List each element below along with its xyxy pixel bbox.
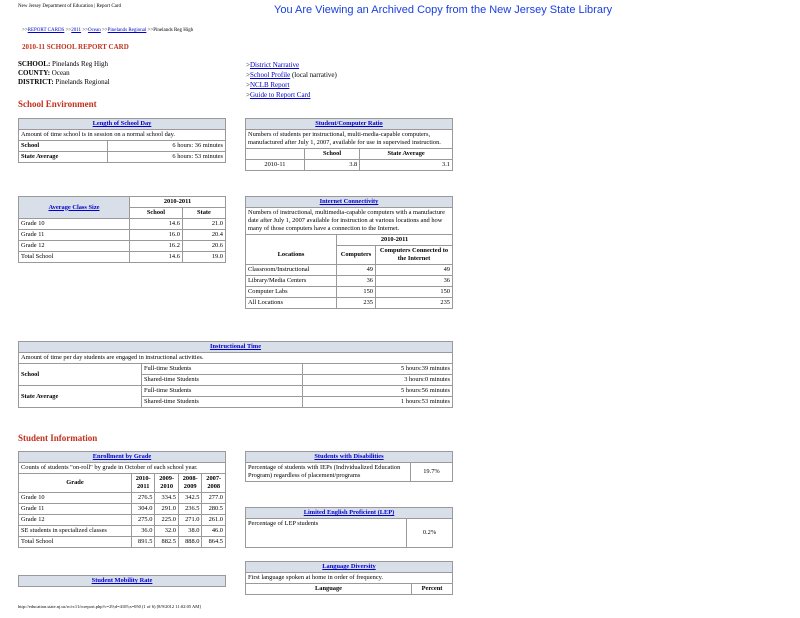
length-of-school-day-description: Amount of time school is in session on a normal school day. [19,130,226,141]
internet-connectivity-link[interactable]: Internet Connectivity [319,198,379,205]
average-class-size-link[interactable]: Average Class Size [48,203,100,211]
student-mobility-link[interactable]: Student Mobility Rate [91,577,153,584]
internet-connectivity-description: Numbers of instructional, multimedia-capable computers with a manufacture date after July 1, 2007 available for instruction at various locations and how many of those computers have a connection to the Internet. [246,208,453,235]
page-footer-url: http://education.state.nj.us/rc/rc11/rcreport.php?c=29;d=4105;s=050 (1 of 6) [8/9/2012 11:02:05 AM] [18,604,201,609]
enrollment-description: Counts of students "on-roll" by grade in October of each school year. [19,463,226,474]
length-of-school-day-link[interactable]: Length of School Day [92,120,152,127]
breadcrumb-district[interactable]: Pinelands Regional [107,28,147,33]
students-with-disabilities-link[interactable]: Students with Disabilities [314,453,384,460]
table-row: Computer Labs 150 150 [246,287,453,298]
link-district-narrative: >District Narrative [246,61,300,69]
internet-connectivity-table: Internet Connectivity Numbers of instructional, multimedia-capable computers with a manufacture date after July 1, 2007 available for instruction at various locations and how many of those computers have a connection to the Internet. 2010-2011 Locations Computers Computers Connected to the Internet Classroom/Instructional 49 49 Library/Media Centers 36 36 Computer Labs 150 150 All Locations 235 235 [245,196,453,309]
instructional-time-table [18,341,453,408]
link-guide: >Guide to Report Card [246,91,311,99]
school-info [18,60,110,87]
instructional-time-description: Amount of time per day students are engaged in instructional activities. [19,353,453,364]
table-row: Grade 10 14.6 21.0 [19,219,226,230]
school-value: Pinelands Reg High [52,60,109,68]
table-row: Percentage of students with IEPs (Individualized Education Program) regardless of placement/programs 19.7% [246,463,453,482]
table-row: State Average Full-time Students 5 hours:56 minutes [19,386,453,397]
county-value: Ocean [51,69,70,77]
enrollment-by-grade-table: Enrollment by Grade Counts of students "on-roll" by grade in October of each school year. Grade 2010-2011 2009-2010 2008-2009 2007-2008 Grade 10 276.5 334.5 342.5 277.0 Grade 11 304.0 291.0 236.5 280.5 Grade 12 275.0 225.0 271.0 261.0 SE students in specialized classes 36.0 32.0 38.0 46.0 Total School 891.5 882.5 888.0 864.5 [18,451,226,548]
district-narrative-link[interactable]: District Narrative [249,61,300,69]
district-label: DISTRICT: [18,78,54,86]
guide-link[interactable]: Guide to Report Card [249,91,311,99]
report-links [246,60,337,100]
breadcrumb-county[interactable]: Ocean [87,28,101,33]
student-computer-ratio-link[interactable]: Student/Computer Ratio [315,120,383,127]
link-nclb-report: >NCLB Report [246,81,290,89]
instructional-time-link[interactable]: Instructional Time [209,343,262,350]
lep-link[interactable]: Limited English Proficient (LEP) [303,509,395,516]
table-row: Library/Media Centers 36 36 [246,276,453,287]
language-diversity-link[interactable]: Language Diversity [322,563,376,570]
table-row: SE students in specialized classes 36.0 32.0 38.0 46.0 [19,526,226,537]
school-profile-link[interactable]: School Profile [249,71,291,79]
breadcrumb-year[interactable]: 2011 [71,28,82,33]
page-header-title: New Jersey Department of Education | Report Card [18,4,122,9]
students-with-disabilities-table [245,451,453,482]
section-student-information: Student Information [18,433,98,443]
table-row: Grade 12 275.0 225.0 271.0 261.0 [19,515,226,526]
enrollment-by-grade-link[interactable]: Enrollment by Grade [92,453,152,460]
length-of-school-day-table [18,118,226,163]
lep-table [245,507,453,548]
student-computer-ratio-table: Student/Computer Ratio Numbers of students per instructional, multi-media-capable computers, manufactured after July 1, 2007, available for use in supervised instruction. School State Average 2010-11 3.8 3.1 [245,118,453,171]
table-row: Percentage of LEP students 0.2% [246,519,453,548]
table-row: Classroom/Instructional 49 49 [246,265,453,276]
school-label: SCHOOL: [18,60,51,68]
district-value: Pinelands Regional [55,78,110,86]
table-row: School 6 hours: 36 minutes [19,141,226,152]
report-card-title: 2010-11 SCHOOL REPORT CARD [22,43,129,51]
table-row: All Locations 235 235 [246,298,453,309]
table-row: School Full-time Students 5 hours:39 minutes [19,364,453,375]
link-school-profile: >School Profile (local narrative) [246,71,337,79]
archive-notice: You Are Viewing an Archived Copy from the New Jersey State Library [274,4,613,16]
county-label: COUNTY: [18,69,51,77]
table-row: Grade 10 276.5 334.5 342.5 277.0 [19,493,226,504]
language-diversity-table: Language Diversity First language spoken at home in order of frequency. Language Percent [245,561,453,595]
table-row: Grade 11 304.0 291.0 236.5 280.5 [19,504,226,515]
breadcrumb-current: Pinelands Reg High [153,28,194,33]
breadcrumb-report-cards[interactable]: REPORT CARDS [27,28,65,33]
language-diversity-description: First language spoken at home in order of frequency. [246,573,453,584]
student-computer-ratio-description: Numbers of students per instructional, multi-media-capable computers, manufactured after July 1, 2007, available for use in supervised instruction. [246,130,453,149]
nclb-report-link[interactable]: NCLB Report [249,81,290,89]
table-row: State Average 6 hours: 53 minutes [19,152,226,163]
table-row: Shared-time Students 1 hours:53 minutes [19,397,453,408]
table-row: Shared-time Students 3 hours:0 minutes [19,375,453,386]
table-row: 2010-11 3.8 3.1 [246,160,453,171]
table-row: Grade 11 16.0 20.4 [19,230,226,241]
section-school-environment: School Environment [18,99,97,109]
breadcrumb: >>REPORT CARDS >>2011 >>Ocean >>Pinelands Regional >>Pinelands Reg High [22,28,194,33]
table-row: Grade 12 16.2 20.6 [19,241,226,252]
student-mobility-table [18,575,226,587]
table-row: Total School 14.6 19.0 [19,252,226,263]
average-class-size-table: Average Class Size 2010-2011 School State Grade 10 14.6 21.0 Grade 11 16.0 20.4 Grade 12 16.2 20.6 Total School 14.6 19.0 [18,196,226,263]
table-row: Total School 891.5 882.5 888.0 864.5 [19,537,226,548]
